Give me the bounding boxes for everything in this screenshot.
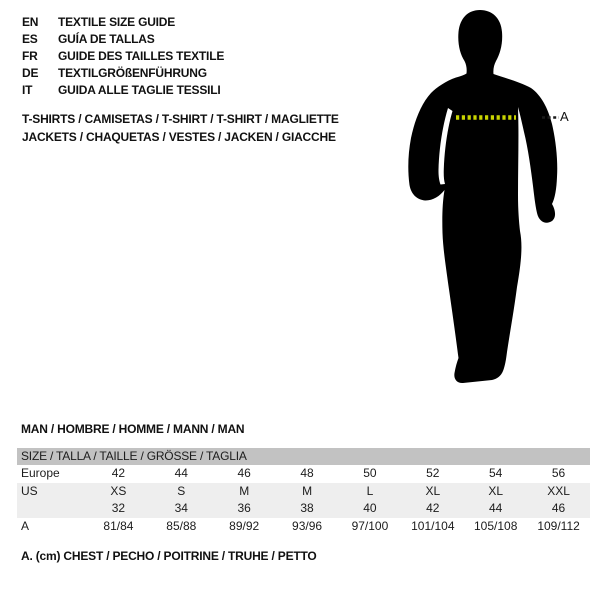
table-cell: 42 bbox=[111, 466, 126, 480]
language-row-es bbox=[22, 31, 224, 48]
language-code: ES bbox=[22, 32, 38, 46]
category-jackets: JACKETS / CHAQUETAS / VESTES / JACKEN / GIACCHE bbox=[22, 130, 336, 144]
table-cell: 93/96 bbox=[292, 518, 323, 533]
table-cell: 85/88 bbox=[166, 518, 197, 533]
measure-label-a: A bbox=[560, 109, 569, 124]
table-row-europe bbox=[17, 465, 590, 483]
table-cell: 89/92 bbox=[229, 518, 260, 533]
table-cell: M bbox=[302, 483, 313, 498]
table-cell: XL bbox=[488, 483, 504, 498]
size-table-header: SIZE / TALLA / TAILLE / GRÖSSE / TAGLIA bbox=[17, 448, 590, 465]
table-cell: 46 bbox=[551, 501, 566, 515]
table-cell: 44 bbox=[489, 501, 503, 515]
table-cell: 34 bbox=[174, 501, 188, 515]
table-cell: 101/104 bbox=[411, 518, 455, 533]
language-row-it bbox=[22, 82, 224, 99]
table-cell: 52 bbox=[426, 466, 440, 480]
language-title: TEXTILE SIZE GUIDE bbox=[58, 15, 176, 29]
table-cell: 44 bbox=[174, 466, 188, 480]
table-cell: 46 bbox=[237, 466, 251, 480]
language-title: TEXTILGRÖßENFÜHRUNG bbox=[58, 66, 207, 80]
language-title: GUÍA DE TALLAS bbox=[58, 32, 155, 46]
table-cell: 32 bbox=[111, 501, 126, 515]
category-tshirts: T-SHIRTS / CAMISETAS / T-SHIRT / T-SHIRT / MAGLIETTE bbox=[22, 112, 339, 126]
table-row-us-letters bbox=[17, 483, 590, 501]
garment-categories bbox=[22, 110, 339, 146]
chest-footnote: A. (cm) CHEST / PECHO / POITRINE / TRUHE / PETTO bbox=[21, 549, 317, 563]
man-silhouette-icon bbox=[400, 0, 600, 400]
language-title: GUIDA ALLE TAGLIE TESSILI bbox=[58, 83, 221, 97]
row-label bbox=[17, 500, 87, 518]
table-cell: S bbox=[177, 483, 186, 498]
language-code: IT bbox=[22, 83, 33, 97]
table-cell: 40 bbox=[363, 501, 377, 515]
table-cell: 105/108 bbox=[473, 518, 518, 533]
language-row-de bbox=[22, 65, 224, 82]
table-cell: 38 bbox=[300, 501, 314, 515]
table-cell: 48 bbox=[300, 466, 314, 480]
table-cell: 50 bbox=[363, 466, 377, 480]
table-cell: 109/112 bbox=[537, 518, 580, 533]
table-cell: 36 bbox=[237, 501, 251, 515]
table-cell: 56 bbox=[551, 466, 566, 480]
table-cell: 97/100 bbox=[351, 518, 389, 533]
table-cell: 81/84 bbox=[103, 518, 134, 533]
table-cell: 54 bbox=[489, 466, 503, 480]
table-cell: XL bbox=[425, 483, 441, 498]
language-title: GUIDE DES TAILLES TEXTILE bbox=[58, 49, 225, 63]
table-cell: XXL bbox=[547, 483, 570, 498]
row-label: A bbox=[21, 518, 30, 533]
table-cell: L bbox=[366, 483, 374, 498]
table-cell: XS bbox=[110, 483, 127, 498]
table-row-us-numbers bbox=[17, 500, 590, 518]
language-code: FR bbox=[22, 49, 38, 63]
language-code: EN bbox=[22, 15, 39, 29]
section-title-man: MAN / HOMBRE / HOMME / MANN / MAN bbox=[21, 422, 245, 436]
row-label: Europe bbox=[21, 466, 60, 480]
language-row-en bbox=[22, 14, 224, 31]
language-code: DE bbox=[22, 66, 39, 80]
table-cell: M bbox=[239, 483, 250, 498]
language-row-fr bbox=[22, 48, 224, 65]
table-cell: 42 bbox=[426, 501, 440, 515]
size-table bbox=[17, 448, 590, 535]
table-row-chest-a bbox=[17, 518, 590, 536]
language-list bbox=[22, 14, 224, 99]
man-silhouette-figure bbox=[400, 0, 600, 400]
row-label: US bbox=[21, 483, 38, 498]
